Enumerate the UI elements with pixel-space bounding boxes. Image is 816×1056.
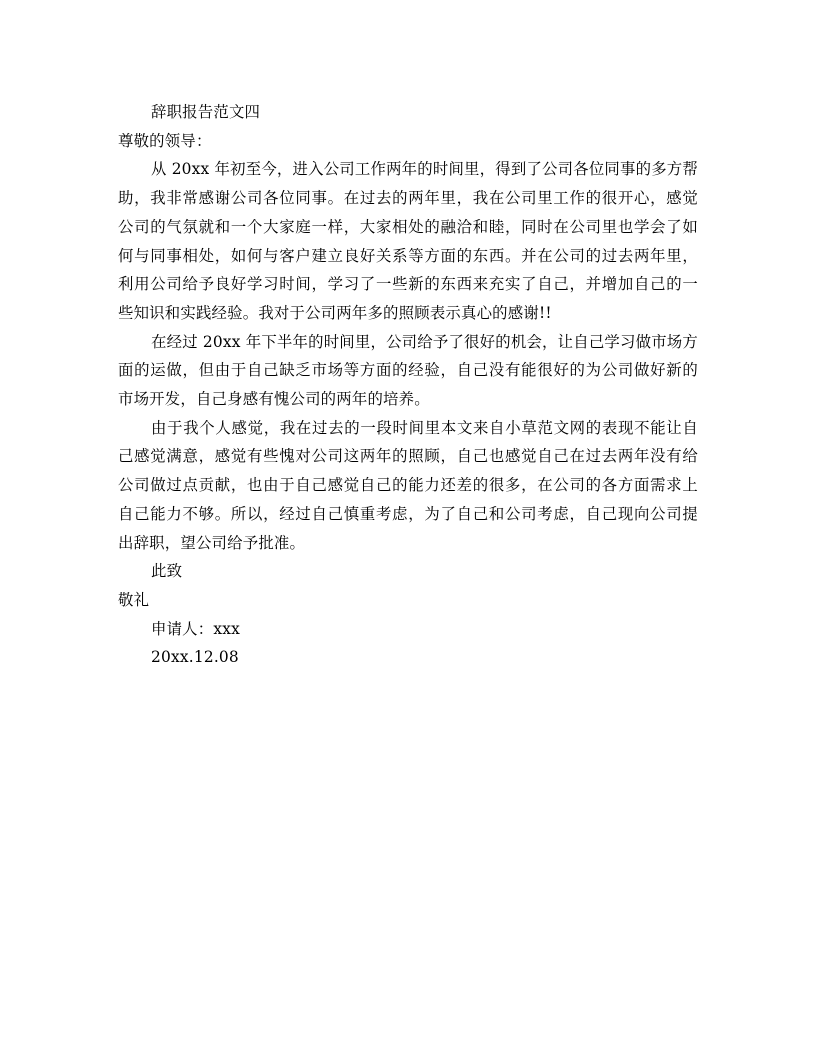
paragraph-line: 些知识和实践经验。我对于公司两年多的照顾表示真心的感谢!! (118, 303, 552, 322)
paragraph-line: 自己能力不够。所以，经过自己慎重考虑，为了自己和公司考虑，自己现向公司提 (118, 504, 698, 523)
paragraph-line: 利用公司给予良好学习时间，学习了一些新的东西来充实了自己，并增加自己的一 (118, 275, 698, 294)
paragraph-line: 在经过 20xx 年下半年的时间里，公司给予了很好的机会，让自己学习做市场方 (151, 332, 698, 351)
paragraph-1 (118, 155, 698, 327)
paragraph-line: 面的运做，但由于自己缺乏市场等方面的经验，自己没有能很好的为公司做好新的 (118, 361, 698, 380)
closing-salute: 敬礼 (118, 590, 150, 609)
paragraph-3 (118, 414, 698, 558)
paragraph-line: 公司做过点贡献，也由于自己感觉自己的能力还差的很多，在公司的各方面需求上 (118, 476, 698, 495)
paragraph-line: 公司的气氛就和一个大家庭一样，大家相处的融洽和睦，同时在公司里也学会了如 (118, 217, 698, 236)
salutation: 尊敬的领导： (118, 131, 212, 150)
paragraph-line: 由于我个人感觉，我在过去的一段时间里本文来自小草范文网的表现不能让自 (151, 418, 698, 437)
paragraph-line: 己感觉满意，感觉有些愧对公司这两年的照顾，自己也感觉自己在过去两年没有给 (118, 447, 698, 466)
paragraph-line: 市场开发，自己身感有愧公司的两年的培养。 (118, 390, 430, 409)
document-title: 辞职报告范文四 (151, 103, 261, 121)
paragraph-line: 助，我非常感谢公司各位同事。在过去的两年里，我在公司里工作的很开心，感觉 (118, 189, 698, 208)
document-date: 20xx.12.08 (151, 648, 239, 667)
paragraph-2 (118, 328, 698, 414)
paragraph-line: 出辞职，望公司给予批准。 (118, 533, 306, 552)
applicant-name: 申请人：xxx (151, 619, 241, 638)
closing-regards: 此致 (151, 562, 183, 581)
document-body (118, 98, 698, 672)
paragraph-line: 何与同事相处，如何与客户建立良好关系等方面的东西。并在公司的过去两年里， (118, 246, 698, 265)
paragraph-line: 从 20xx 年初至今，进入公司工作两年的时间里，得到了公司各位同事的多方帮 (151, 160, 698, 179)
